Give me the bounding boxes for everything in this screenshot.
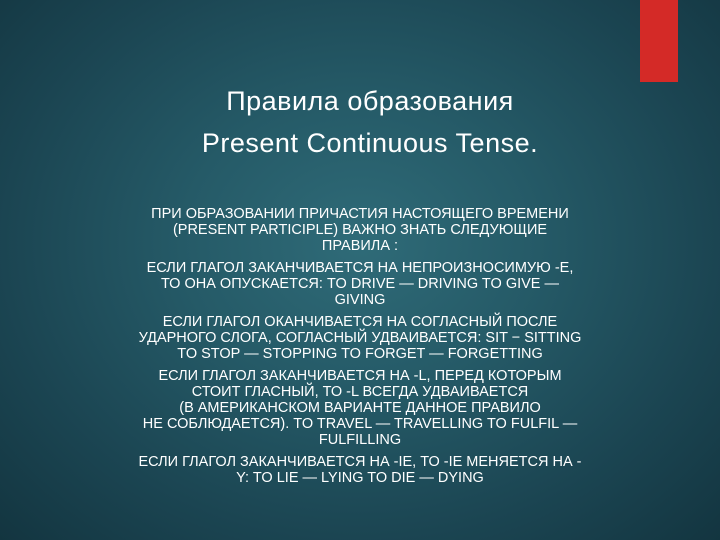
text-line: FULFILLING xyxy=(318,432,402,448)
text-line: ТО ОНА ОПУСКАЕТСЯ: TO DRIVE — DRIVING TO GIVE — xyxy=(160,276,560,292)
slide-body xyxy=(40,206,680,492)
text-line: GIVING xyxy=(334,292,386,308)
text-line: Y: TO LIE — LYING TO DIE — DYING xyxy=(236,470,484,486)
slide-title xyxy=(0,80,720,164)
text-line: ЕСЛИ ГЛАГОЛ ОКАНЧИВАЕТСЯ НА СОГЛАСНЫЙ ПОСЛЕ xyxy=(162,314,558,330)
rule-double-consonant-paragraph xyxy=(40,314,680,362)
title-line-1: Правила образования xyxy=(226,86,514,116)
text-line: TO STOP — STOPPING TO FORGET — FORGETTING xyxy=(177,346,543,362)
text-line: НЕ СОБЛЮДАЕТСЯ). TO TRAVEL — TRAVELLING TO FULFIL — xyxy=(142,416,578,432)
rule-silent-e-paragraph xyxy=(40,260,680,308)
text-line: ЕСЛИ ГЛАГОЛ ЗАКАНЧИВАЕТСЯ НА НЕПРОИЗНОСИМУЮ -E, xyxy=(146,260,574,276)
text-line: (PRESENT PARTICIPLE) ВАЖНО ЗНАТЬ СЛЕДУЮЩИЕ xyxy=(172,222,548,238)
rule-intro-paragraph xyxy=(40,206,680,254)
title-line-2: Present Continuous Tense. xyxy=(201,128,539,158)
text-line: ЕСЛИ ГЛАГОЛ ЗАКАНЧИВАЕТСЯ НА -L, ПЕРЕД КОТОРЫМ xyxy=(158,368,562,384)
text-line: ПРАВИЛА : xyxy=(321,238,399,254)
text-line: ПРИ ОБРАЗОВАНИИ ПРИЧАСТИЯ НАСТОЯЩЕГО ВРЕМЕНИ xyxy=(151,206,569,222)
text-line: УДАРНОГО СЛОГА, СОГЛАСНЫЙ УДВАИВАЕТСЯ: SIT − SITTING xyxy=(138,330,582,346)
text-line: (В АМЕРИКАНСКОМ ВАРИАНТЕ ДАННОЕ ПРАВИЛО xyxy=(179,400,541,416)
text-line: СТОИТ ГЛАСНЫЙ, ТО -L ВСЕГДА УДВАИВАЕТСЯ xyxy=(191,384,529,400)
text-line: ЕСЛИ ГЛАГОЛ ЗАКАНЧИВАЕТСЯ НА -IE, ТО -IE МЕНЯЕТСЯ НА - xyxy=(138,454,582,470)
rule-ie-to-y-paragraph xyxy=(40,454,680,486)
red-accent-bar xyxy=(640,0,678,82)
rule-double-l-paragraph xyxy=(40,368,680,448)
